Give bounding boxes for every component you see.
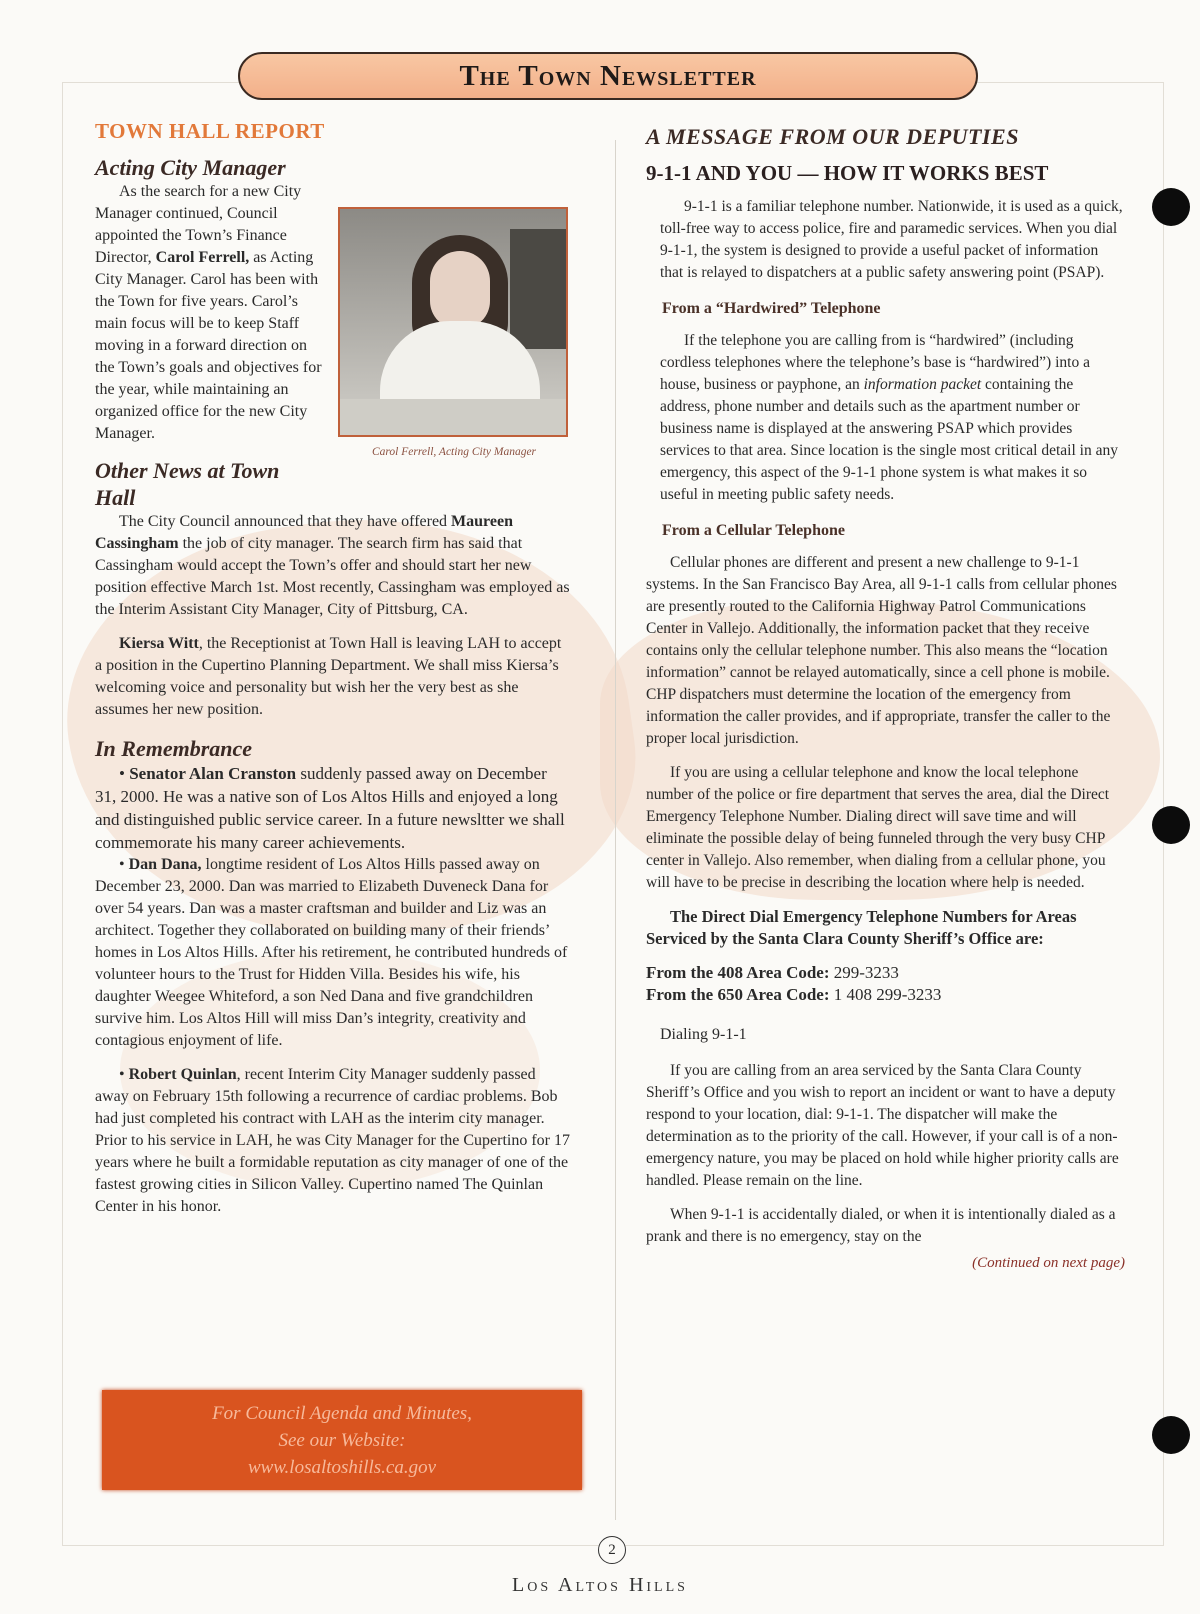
acting-paragraph: As the search for a new City Manager continued, Council appointed the Town’s Finance Director, Carol Ferrell, as Acting City Manager. Carol has been with the Town for five years. Carol’s main focus will be to keep Staff moving in a forward direction on the Town’s goals and objectives for the year, while maintaining an organized office for the new City Manager. xyxy=(95,183,322,442)
accidental-paragraph: When 9-1-1 is accidentally dialed, or when it is intentionally dialed as a prank and there is no emergency, stay on the xyxy=(646,1206,1116,1245)
promo-line-1: For Council Agenda and Minutes, xyxy=(212,1403,472,1424)
footer-town-name: Los Altos Hills xyxy=(512,1574,688,1596)
heading-911: 9-1-1 AND YOU — HOW IT WORKS BEST xyxy=(646,161,1049,185)
promo-line-2: See our Website: xyxy=(278,1430,406,1451)
phone-408: From the 408 Area Code: 299-3233 xyxy=(646,963,899,982)
other-news-paragraph-2: Kiersa Witt, the Receptionist at Town Hall is leaving LAH to accept a position in the Cupertino Planning Department. We shall miss Kiersa’s welcoming voice and personality but wish her the very best as she assumes her new position. xyxy=(95,635,562,718)
column-divider xyxy=(615,140,616,1520)
binder-hole xyxy=(1152,806,1190,844)
heading-acting-city-manager: Acting City Manager xyxy=(95,155,286,180)
cellular-paragraph-1: Cellular phones are different and present a new challenge to 9-1-1 systems. In the San Francisco Bay Area, all 9-1-1 calls from cellular phones are presently routed to the California Highway Patrol Communications Center in Vallejo. Additionally, the information packet that they receive contains only the cellular telephone number. This also means the “location information” cannot be relayed automatically, since a cell phone is mobile. CHP dispatchers must determine the location of the emergency from information the caller provides, and if appropriate, transfer the caller to the proper local jurisdiction. xyxy=(646,554,1117,747)
page-number: 2 xyxy=(598,1536,626,1564)
right-column xyxy=(646,124,1125,1274)
phone-650: From the 650 Area Code: 1 408 299-3233 xyxy=(646,985,942,1004)
remembrance-cranston: • Senator Alan Cranston suddenly passed away on December 31, 2000. He was a native son of Los Altos Hills and enjoyed a long and distinguished public service career. In a future newsltter we shall commemorate his many career achievements. xyxy=(95,764,565,852)
photo-figure xyxy=(338,207,570,463)
hardwired-paragraph: If the telephone you are calling from is “hardwired” (including cordless telephones where the telephone’s base is “hardwired”) into a house, business or payphone, an information packet containing the address, phone number and details such as the apartment number or business name is displayed at the answering PSAP which provides services to that area. Since location is the single most critical detail in any emergency, this aspect of the 9-1-1 phone system is what makes it so useful in meeting public safety needs. xyxy=(660,332,1118,503)
cellular-paragraph-2: If you are using a cellular telephone and know the local telephone number of the police or fire department that serves the area, dial the Direct Emergency Telephone Number. Dialing direct will save time and will eliminate the possible delay of being funneled through the very busy CHP center in Vallejo. Also remember, when dialing from a cellular phone, you will have to be precise in describing the location where help is needed. xyxy=(646,764,1110,891)
section-title-deputies: A MESSAGE FROM OUR DEPUTIES xyxy=(646,124,1019,149)
heading-dialing-911: Dialing 9-1-1 xyxy=(660,1026,747,1043)
binder-hole xyxy=(1152,188,1190,226)
remembrance-dana: • Dan Dana, longtime resident of Los Altos Hills passed away on December 23, 2000. Dan was married to Elizabeth Duveneck Dana for over 54 years. Dan was a master craftsman and builder and Liz was an architect. Together they collaborated on building many of their friends’ homes in Los Altos Hills. After his retirement, he contributed hundreds of volunteer hours to the Trust for Hidden Villa. Besides his wife, his daughter Weegee Whiteford, a son Ned Dana and five grandchildren survive him. Los Altos Hill will miss Dan’s integrity, creativity and contagious enjoyment of life. xyxy=(95,856,568,1049)
website-promo-box xyxy=(102,1390,582,1490)
carol-ferrell-photo xyxy=(338,207,568,437)
promo-website-link[interactable]: www.losaltoshills.ca.gov xyxy=(247,1457,437,1478)
heading-in-remembrance: In Remembrance xyxy=(95,736,253,761)
section-title-town-hall: TOWN HALL REPORT xyxy=(95,119,325,143)
heading-cellular: From a Cellular Telephone xyxy=(662,522,845,539)
binder-hole xyxy=(1152,1416,1190,1454)
continued-note: (Continued on next page) xyxy=(972,1255,1125,1271)
direct-dial-heading: The Direct Dial Emergency Telephone Numbers for Areas Serviced by the Santa Clara County Sheriff’s Office are: xyxy=(646,907,1077,948)
heading-other-news: Other News at Town Hall xyxy=(95,458,280,510)
dialing-paragraph: If you are calling from an area serviced by the Santa Clara County Sheriff’s Office and you wish to report an incident or want to have a deputy respond to your location, dial: 9-1-1. The dispatcher will make the determination as to the priority of the call. However, if your call is of a non-emergency nature, you may be placed on hold while higher priority calls are handled. Please remain on the line. xyxy=(646,1062,1119,1189)
intro-paragraph: 9-1-1 is a familiar telephone number. Nationwide, it is used as a quick, toll-free way to access police, fire and paramedic services. When you dial 9-1-1, the system is designed to provide a useful packet of information that is relayed to dispatchers at a public safety answering point (PSAP). xyxy=(660,198,1123,281)
photo-caption: Carol Ferrell, Acting City Manager xyxy=(371,446,537,458)
other-news-paragraph-1: The City Council announced that they have offered Maureen Cassingham the job of city manager. The search firm has said that Cassingham would accept the Town’s offer and should start her new position effective March 1st. Most recently, Cassingham was employed as the Interim Assistant City Manager, City of Pittsburg, CA. xyxy=(95,513,570,618)
remembrance-quinlan: • Robert Quinlan, recent Interim City Manager suddenly passed away on February 15th following a recurrence of cardiac problems. Bob had just completed his contract with LAH as the interim city manager. Prior to his service in LAH, he was City Manager for the Cupertino for 17 years where he built a formidable reputation as city manager of one of the fastest growing cities in Silicon Valley. Cupertino named The Quinlan Center in his honor. xyxy=(95,1066,571,1215)
newsletter-banner: The Town Newsletter xyxy=(238,52,978,100)
left-column xyxy=(95,120,570,1218)
heading-hardwired: From a “Hardwired” Telephone xyxy=(662,300,881,317)
